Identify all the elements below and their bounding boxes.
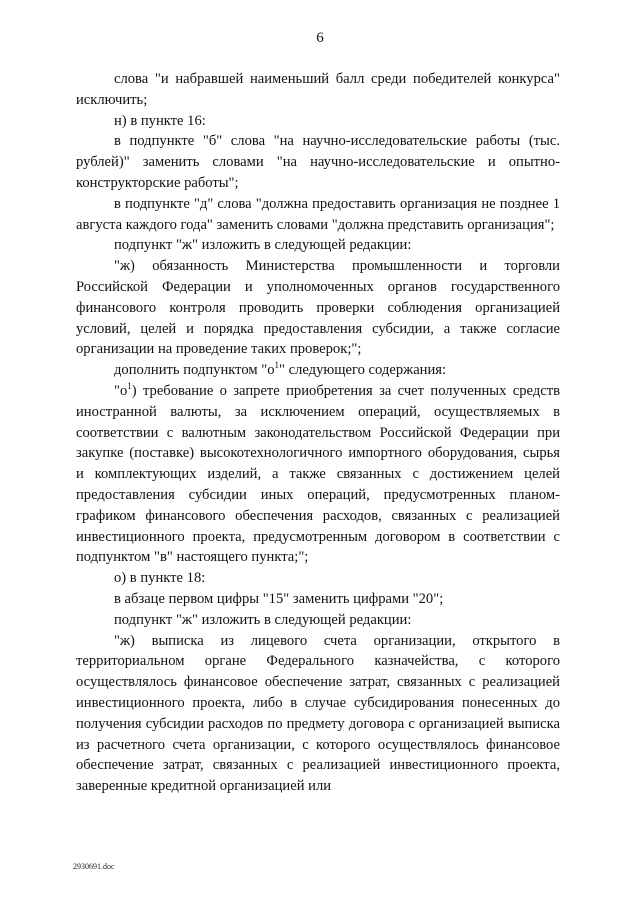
paragraph-4: в подпункте "д" слова "должна предоставить организация не позднее 1 августа каждого года" заменить словами "должна представить организация"; — [76, 195, 560, 233]
paragraph-1: слова "и набравшей наименьший балл среди победителей конкурса" исключить; — [76, 71, 560, 108]
paragraph-5: подпункт "ж" изложить в следующей редакции: — [114, 237, 412, 254]
paragraph-7: дополнить подпунктом "$о^1$" следующего содержания: — [114, 360, 447, 379]
paragraph-10: в абзаце первом цифры "15" заменить цифрами "20"; — [114, 590, 444, 607]
paragraph-8: "$о^1$) требование о запрете приобретения за счет полученных средств иностранной валюты, за исключением операций, осуществляемых в соответствии с валютным законодательством Российской Федерации при закупке (поставке) высокотехнологичного импортного оборудования, сырья и комплектующих изделий, а также связанных с достижением целей предоставления субсидии иных операций, предусмотренных планом-графиком финансового обеспечения расходов, связанных с реализацией инвестиционного проекта, предусмотренным договором в соответствии с подпунктом "в" настоящего пункта;"; — [76, 381, 560, 566]
paragraph-9: о) в пункте 18: — [114, 570, 206, 587]
paragraph-12: "ж) выписка из лицевого счета организации, открытого в территориальном органе Федерального казначейства, с которого осуществлялось финансовое обеспечение затрат, связанных с реализацией инвестиционного проекта, либо в случае субсидирования понесенных до получения субсидии расходов по предмету договора с организацией выписка из расчетного счета организации, с которого осуществлялось финансовое обеспечение затрат, связанных с реализацией инвестиционного проекта, заверенные кредитной организацией или — [76, 632, 560, 795]
paragraph-11: подпункт "ж" изложить в следующей редакции: — [114, 611, 412, 628]
paragraph-6: "ж) обязанность Министерства промышленности и торговли Российской Федерации и уполномоченных органов государственного финансового контроля проводить проверки соблюдения организацией условий, целей и порядка предоставления субсидии, а также согласие организации на проведение таких проверок;"; — [76, 258, 560, 358]
document-body — [76, 69, 560, 797]
paragraph-3: в подпункте "б" слова "на научно-исследовательские работы (тыс. рублей)" заменить словами "на научно-исследовательские и опытно-конструкторские работы"; — [76, 133, 560, 191]
paragraph-2: н) в пункте 16: — [114, 112, 206, 129]
file-code: 2930691.doc — [73, 862, 115, 871]
page-number: 6 — [316, 30, 324, 46]
